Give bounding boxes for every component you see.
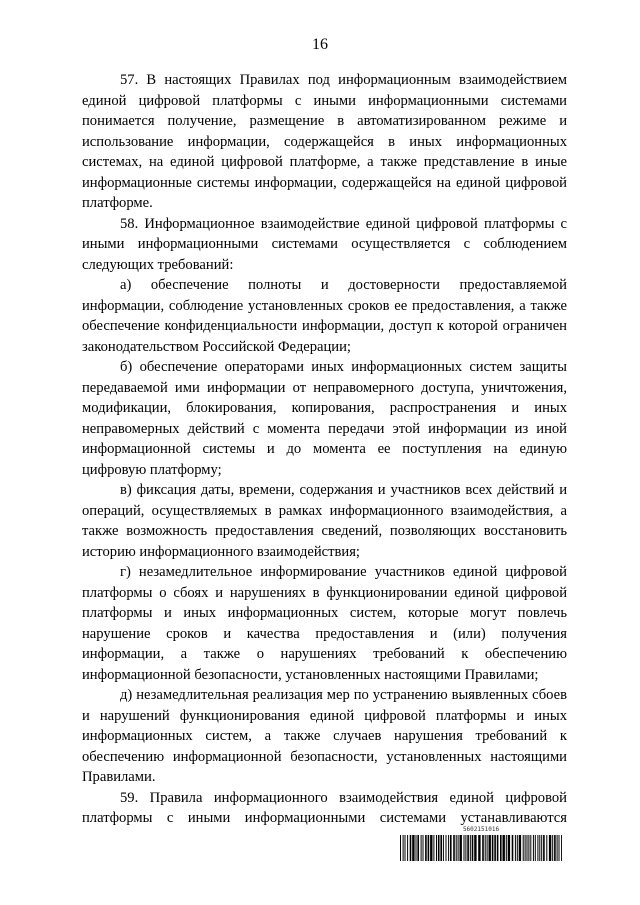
barcode-bars [400,835,562,861]
clause-58-item-a: а) обеспечение полноты и достоверности предоставляемой информации, соблюдение установленных сроков ее предоставления, а также обеспечение конфиденциальности информации, доступ к которой ограничен законодательством Российской Федерации; [82,277,567,355]
clause-58-item-b: б) обеспечение операторами иных информационных систем защиты передаваемой ими информации от неправомерного доступа, уничтожения, модификации, блокирования, копирования, распространения и иных неправомерных действий с момента передачи этой информации из иной информационной системы и до момента ее поступления на единую цифровую платформу; [82,359,567,478]
clause-57: 57. В настоящих Правилах под информационным взаимодействием единой цифровой платформы с иными информационными системами понимается получение, размещение в автоматизированном режиме и использование информации, содержащейся в иных информационных системах, на единой цифровой платформе, а также представление в иные информационные системы информации, содержащейся на единой цифровой платформе. [82,72,567,211]
barcode [400,826,562,866]
clause-58-item-v: в) фиксация даты, времени, содержания и участников всех действий и операций, осуществляемых в рамках информационного взаимодействия, а также возможность предоставления сведений, позволяющих восстановить историю информационного взаимодействия; [82,482,567,560]
page-number: 16 [312,36,328,53]
clause-58-item-d: д) незамедлительная реализация мер по устранению выявленных сбоев и нарушений функционирования единой цифровой платформы и иных информационных систем, а также случаев нарушения требований к обеспечению информационной безопасности, установленных настоящими Правилами. [82,687,567,785]
clause-58: 58. Информационное взаимодействие единой цифровой платформы с иными информационными системами осуществляется с соблюдением следующих требований: [82,215,567,273]
barcode-number: 5602151016 [462,826,500,833]
document-body [82,70,567,829]
clause-59: 59. Правила информационного взаимодействия единой цифровой платформы с иными информационными системами устанавливаются [82,789,567,826]
clause-58-item-g: г) незамедлительное информирование участников единой цифровой платформы о сбоях и нарушениях в функционировании единой цифровой платформы и иных информационных систем, которые могут повлечь нарушение сроков и качества предоставления и (или) получения информации, а также о нарушениях требований к обеспечению информационной безопасности, установленных настоящими Правилами; [82,564,567,683]
